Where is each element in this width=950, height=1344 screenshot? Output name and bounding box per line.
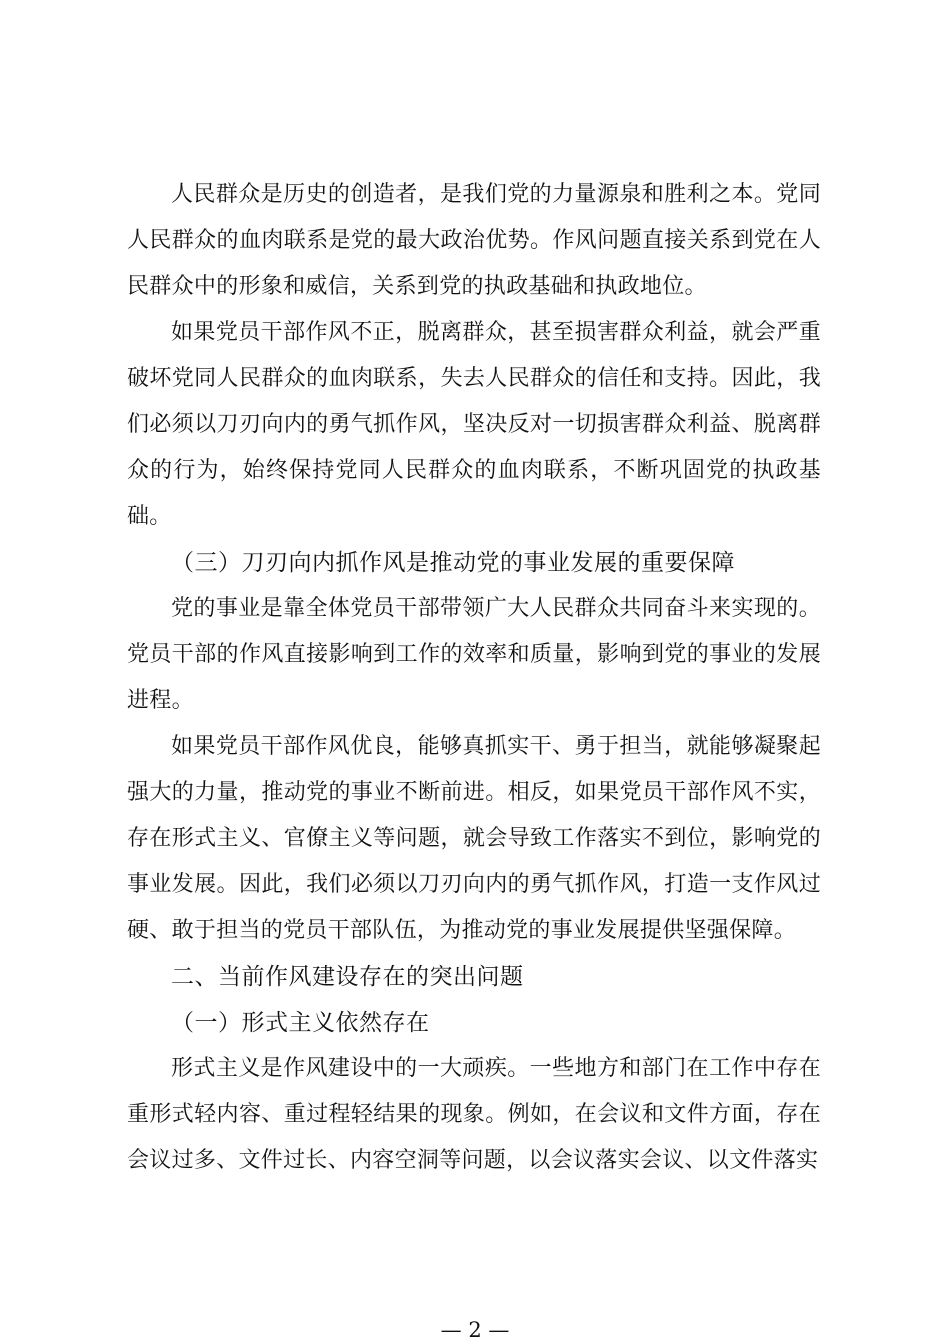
section-heading: （三）刀刃向内抓作风是推动党的事业发展的重要保障 bbox=[171, 550, 735, 576]
page-number: — 2 — bbox=[440, 1318, 510, 1342]
paragraph: 如果党员干部作风优良，能够真抓实干、勇于担当，就能够凝聚起强大的力量，推动党的事业不断前进。相反，如果党员干部作风不实，存在形式主义、官僚主义等问题，就会导致工作落实不到位，影响党的事业发展。因此，我们必须以刀刃向内的勇气抓作风，打造一支作风过硬、敢于担当的党员干部队伍，为推动党的事业发展提供坚强保障。 bbox=[127, 734, 821, 943]
paragraph: 人民群众是历史的创造者，是我们党的力量源泉和胜利之本。党同人民群众的血肉联系是党的最大政治优势。作风问题直接关系到党在人民群众中的形象和威信，关系到党的执政基础和执政地位。 bbox=[127, 182, 821, 299]
chapter-heading: 二、当前作风建设存在的突出问题 bbox=[171, 964, 524, 990]
paragraph: 如果党员干部作风不正，脱离群众，甚至损害群众利益，就会严重破坏党同人民群众的血肉联系，失去人民群众的信任和支持。因此，我们必须以刀刃向内的勇气抓作风，坚决反对一切损害群众利益、脱离群众的行为，始终保持党同人民群众的血肉联系，不断巩固党的执政基础。 bbox=[127, 320, 821, 529]
paragraph: 党的事业是靠全体党员干部带领广大人民群众共同奋斗来实现的。党员干部的作风直接影响到工作的效率和质量，影响到党的事业的发展进程。 bbox=[127, 596, 821, 713]
paragraph: 形式主义是作风建设中的一大顽疾。一些地方和部门在工作中存在重形式轻内容、重过程轻结果的现象。例如，在会议和文件方面，存在会议过多、文件过长、内容空洞等问题，以会议落实会议、以文件落实 bbox=[127, 1056, 821, 1173]
section-heading: （一）形式主义依然存在 bbox=[171, 1010, 430, 1036]
document-body bbox=[127, 172, 821, 1184]
